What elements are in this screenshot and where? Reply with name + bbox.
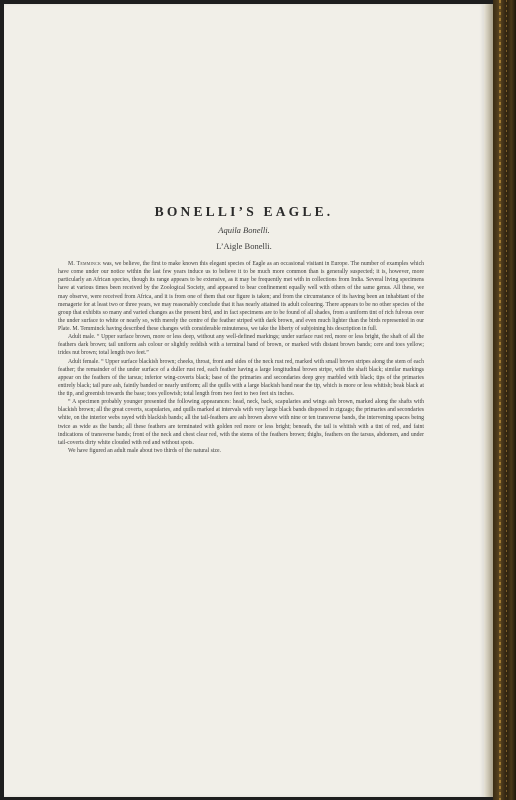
binding-gilt-line — [499, 0, 501, 800]
paragraph-adult-male: Adult male. “ Upper surface brown, more or less deep, without any well-defined markings; under surface rust red, more or less bright, the shaft of all the feathers dark brown; tail uniform ash colour or slightly reddish with a terminal band of brown, or marked with distant brown bands; cere and toes yellow; irides nut brown; total length two feet.” — [58, 334, 424, 357]
description-text — [58, 260, 424, 455]
author-name: M. Temminck — [68, 261, 102, 267]
binding-gilt-line-inner — [506, 0, 507, 800]
species-title: BONELLI’S EAGLE. — [154, 204, 334, 219]
book-binding — [493, 0, 516, 800]
paragraph-younger-specimen: “ A specimen probably younger presented the following appearances: head, neck, back, scapularies and wings ash brown, marked along the shafts with blackish brown; all the great coverts, scapularies, and quills marked at intervals with very large black bands disposed in zigzags; the primaries and secondaries white, on the interior webs rayed with blackish bands; all the tail-feathers are ash brown above with nine or ten transverse bands, the intervening spaces being twice as wide as the bands; all these feathers are terminated with golden red more or less bright; beneath, the tail is whitish with a tint of red, and faint indications of transverse bands; front of the neck and chest clear red, with the stems of the feathers brown; thighs, feathers on the tarsus, abdomen, and under tail-coverts dirty white clouded with red and without spots. — [58, 399, 424, 446]
latin-name: Aquila Bonelli. — [218, 225, 270, 235]
paragraph-introduction — [58, 260, 424, 333]
page-fore-edge — [484, 4, 493, 797]
paragraph-figure-note: We have figured an adult male about two thirds of the natural size. — [68, 447, 221, 454]
book-page — [4, 4, 484, 797]
paragraph-introduction-text: was, we believe, the first to make known this elegant species of Eagle as an occasional visitant in Europe. The number of examples which have come under our notice within the last few years induce us to believe it to be much more common than is generally suspected; it is, however, more particularly an African species, though its range appears to be extensive, as it may be frequently met with in collections from India. Several living specimens have at various times been received by the Zoological Society, and appeared to bear confinement equally well with others of the same genus. All these, we may observe, were received from Africa, and it is from one of them that our figure is taken; and from the circumstance of its having been an inhabitant of the menagerie for at least two or three years, we may reasonably conclude that it has nearly attained its adult colouring. There appears to be no other species of the group that exhibits so many and varied changes as the present bird, and in fact specimens are to be found of all shades, from a uniform tint of rich fulvous over the under surface to white or nearly so, with merely the centre of the feather striped with dark brown, and even much lighter than the birds represented in our Plate. M. Temminck having described these changes with considerable minuteness, we take the liberty of subjoining his description in full. — [58, 261, 424, 332]
paragraph-adult-female: Adult female. “ Upper surface blackish brown; cheeks, throat, front and sides of the neck rust red, marked with small brown stripes along the stem of each feather; the remainder of the under surface of a duller rust red, each feather having a large longitudinal brown stripe, with the shaft black; similar markings appear on the feathers of the tarsus; inferior wing-coverts black; base of the primaries and secondaries deep grey marbled with black; tips of the primaries entirely black; tail pure ash, faintly banded or nearly uniform; all the quills with a large blackish band near the tip, which is more or less whitish; beak black at the tip, and greenish towards the base; toes yellowish; total length from two feet to two feet six inches. — [58, 358, 424, 397]
french-name: L’Aigle Bonelli. — [216, 241, 272, 251]
